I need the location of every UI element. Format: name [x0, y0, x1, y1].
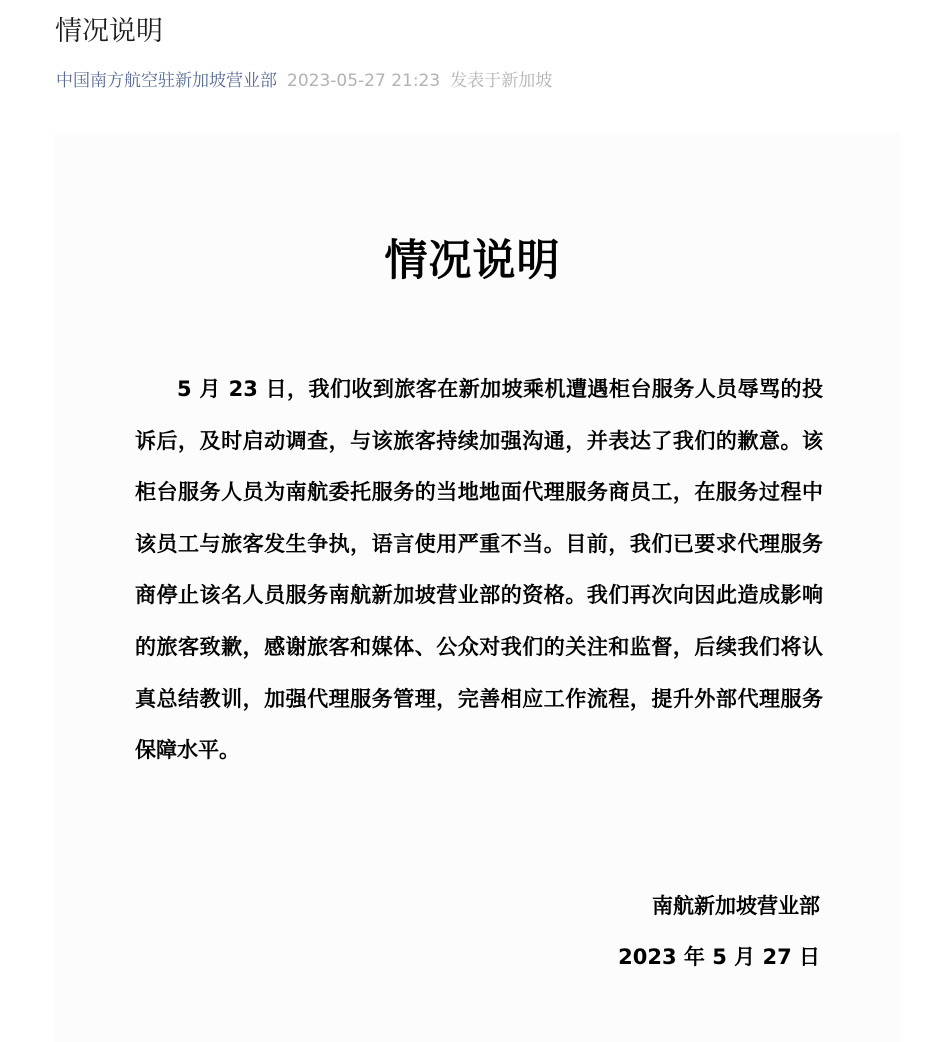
publish-time: 2023-05-27 21:23 — [287, 71, 441, 91]
article-meta — [56, 69, 552, 93]
statement-signature — [618, 881, 820, 983]
author-link[interactable]: 中国南方航空驻新加坡营业部 — [56, 71, 277, 91]
signature-date: 2023 年 5 月 27 日 — [618, 945, 820, 969]
statement-image[interactable] — [55, 133, 900, 1042]
signature-organization: 南航新加坡营业部 — [652, 894, 820, 918]
article-title: 情况说明 — [55, 16, 163, 47]
publish-location: 发表于新加坡 — [450, 71, 553, 91]
statement-body: 5 月 23 日，我们收到旅客在新加坡乘机遭遇柜台服务人员辱骂的投诉后，及时启动调查，与该旅客持续加强沟通，并表达了我们的歉意。该柜台服务人员为南航委托服务的当地地面代理服务商员工，在服务过程中该员工与旅客发生争执，语言使用严重不当。目前，我们已要求代理服务商停止该名人员服务南航新加坡营业部的资格。我们再次向因此造成影响的旅客致歉，感谢旅客和媒体、公众对我们的关注和监督，后续我们将认真总结教训，加强代理服务管理，完善相应工作流程，提升外部代理服务保障水平。 — [135, 377, 823, 763]
statement-heading: 情况说明 — [384, 236, 561, 286]
